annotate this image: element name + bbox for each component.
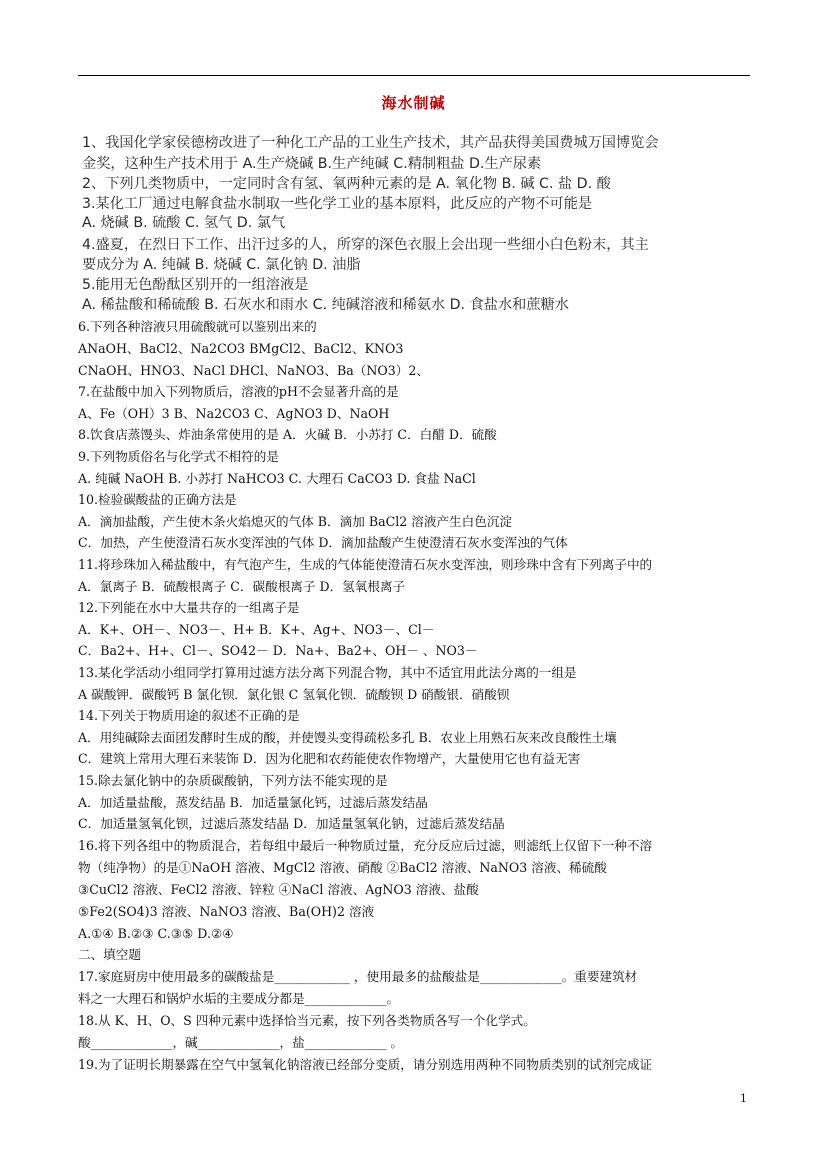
question-line: 7.在盐酸中加入下列物质后，溶液的pH不会显著升高的是 (78, 384, 399, 399)
question-line: A．加适量盐酸，蒸发结晶 B．加适量氯化钙，过滤后蒸发结晶 (78, 795, 428, 810)
question-line: 15.除去氯化钠中的杂质碳酸钠，下列方法不能实现的是 (78, 773, 388, 788)
question-line: 16.将下列各组中的物质混合，若每组中最后一种物质过量，充分反应后过滤，则滤纸上仅留下一种不溶 (78, 838, 653, 853)
scan-line: 1、我国化学家侯德榜改进了一种化工产品的工业生产技术，其产品获得美国费城万国博览会 (82, 135, 659, 151)
question-line: 13.某化学活动小组同学打算用过滤方法分离下列混合物，其中不适宜用此法分离的一组是 (78, 665, 577, 680)
question-line: 物（纯净物）的是①NaOH 溶液、MgCl2 溶液、硝酸 ②BaCl2 溶液、NaNO3 溶液、稀硫酸 (78, 860, 607, 875)
header-rule (78, 75, 750, 76)
question-line: 17.家庭厨房中使用最多的碳酸盐是____________ ，使用最多的盐酸盐是_____________。重要建筑材 (78, 969, 638, 984)
scan-line: 2、下列几类物质中，一定同时含有氢、氧两种元素的是 A. 氧化物 B. 碱 C. 盐 D. 酸 (82, 176, 611, 192)
question-line: C．Ba2+、H+、Cl－、SO42－ D．Na+、Ba2+、OH－ 、NO3－ (78, 643, 478, 658)
section-heading: 二、填空题 (78, 947, 141, 962)
scan-line: A. 稀盐酸和稀硫酸 B. 石灰水和雨水 C. 纯碱溶液和稀氨水 D. 食盐水和蔗糖水 (82, 297, 569, 313)
question-line: A.①④ B.②③ C.③⑤ D.②④ (78, 926, 234, 941)
scan-line: 要成分为 A. 纯碱 B. 烧碱 C. 氯化钠 D. 油脂 (82, 257, 361, 273)
question-line: C．建筑上常用大理石来装饰 D．因为化肥和农药能使农作物增产，大量使用它也有益无害 (78, 751, 581, 766)
question-line: A、Fe（OH）3 B、Na2CO3 C、AgNO3 D、NaOH (78, 406, 390, 421)
scan-line: 金奖，这种生产技术用于 A.生产烧碱 B.生产纯碱 C.精制粗盐 D.生产尿素 (82, 156, 542, 172)
question-line: ANaOH、BaCl2、Na2CO3 BMgCl2、BaCl2、KNO3 (78, 341, 404, 356)
question-line: C．加适量氢氧化钡，过滤后蒸发结晶 D．加适量氢氧化钠，过滤后蒸发结晶 (78, 816, 505, 831)
scan-line: 3.某化工厂通过电解食盐水制取一些化学工业的基本原料，此反应的产物不可能是 (82, 196, 593, 212)
question-line: 10.检验碳酸盐的正确方法是 (78, 492, 237, 507)
scan-line: 4.盛夏，在烈日下工作、出汗过多的人，所穿的深色衣服上会出现一些细小白色粉末，其主 (82, 237, 649, 253)
question-line: A. 纯碱 NaOH B. 小苏打 NaHCO3 C. 大理石 CaCO3 D. 食盐 NaCl (78, 471, 476, 486)
scan-line: 5.能用无色酚酞区别开的一组溶液是 (82, 277, 309, 293)
question-line: A．K+、OH－、NO3－、H+ B．K+、Ag+、NO3－、Cl－ (78, 622, 435, 637)
question-line: 料之一大理石和锅炉水垢的主要成分都是_____________。 (78, 991, 400, 1006)
question-line: CNaOH、HNO3、NaCl DHCl、NaNO3、Ba（NO3）2、 (78, 363, 429, 378)
question-line: C．加热，产生使澄清石灰水变浑浊的气体 D．滴加盐酸产生使澄清石灰水变浑浊的气体 (78, 535, 568, 550)
question-line: 6.下列各种溶液只用硫酸就可以鉴别出来的 (78, 319, 317, 334)
question-line: ③CuCl2 溶液、FeCl2 溶液、锌粒 ④NaCl 溶液、AgNO3 溶液、盐酸 (78, 882, 479, 897)
question-line: A．滴加盐酸，产生使木条火焰熄灭的气体 B．滴加 BaCl2 溶液产生白色沉淀 (78, 514, 513, 529)
question-line: 14.下列关于物质用途的叙述不正确的是 (78, 708, 300, 723)
question-line: A．用纯碱除去面团发酵时生成的酸，并使馒头变得疏松多孔 B．农业上用熟石灰来改良酸性土壤 (78, 730, 617, 745)
scan-line: A. 烧碱 B. 硫酸 C. 氢气 D. 氯气 (82, 215, 286, 231)
question-line: A．氯离子 B．硫酸根离子 C．碳酸根离子 D．氢氧根离子 (78, 579, 406, 594)
page-number: 1 (740, 1092, 747, 1105)
question-line: 11.将珍珠加入稀盐酸中，有气泡产生，生成的气体能使澄清石灰水变浑浊，则珍珠中含有下列离子中的 (78, 557, 653, 572)
page-title: 海水制碱 (381, 94, 446, 112)
scanned-questions-block (82, 124, 682, 316)
question-line: 9.下列物质俗名与化学式不相符的是 (78, 449, 279, 464)
question-line: 18.从 K、H、O、S 四种元素中选择恰当元素，按下列各类物质各写一个化学式。 (78, 1013, 536, 1028)
question-line: 酸_____________，碱_____________，盐_____________ 。 (78, 1035, 404, 1050)
question-line: A 碳酸钾．碳酸钙 B 氯化钡．氯化银 C 氢氧化钡．硫酸钡 D 硝酸银．硝酸钡 (78, 687, 510, 702)
question-line: 12.下列能在水中大量共存的一组离子是 (78, 600, 300, 615)
question-line: 8.饮食店蒸馒头、炸油条常使用的是 A．火碱 B．小苏打 C．白醋 D．硫酸 (78, 427, 497, 442)
question-line: 19.为了证明长期暴露在空气中氢氧化钠溶液已经部分变质，请分别选用两种不同物质类别的试剂完成证 (78, 1057, 653, 1072)
question-line: ⑤Fe2(SO4)3 溶液、NaNO3 溶液、Ba(OH)2 溶液 (78, 904, 375, 919)
